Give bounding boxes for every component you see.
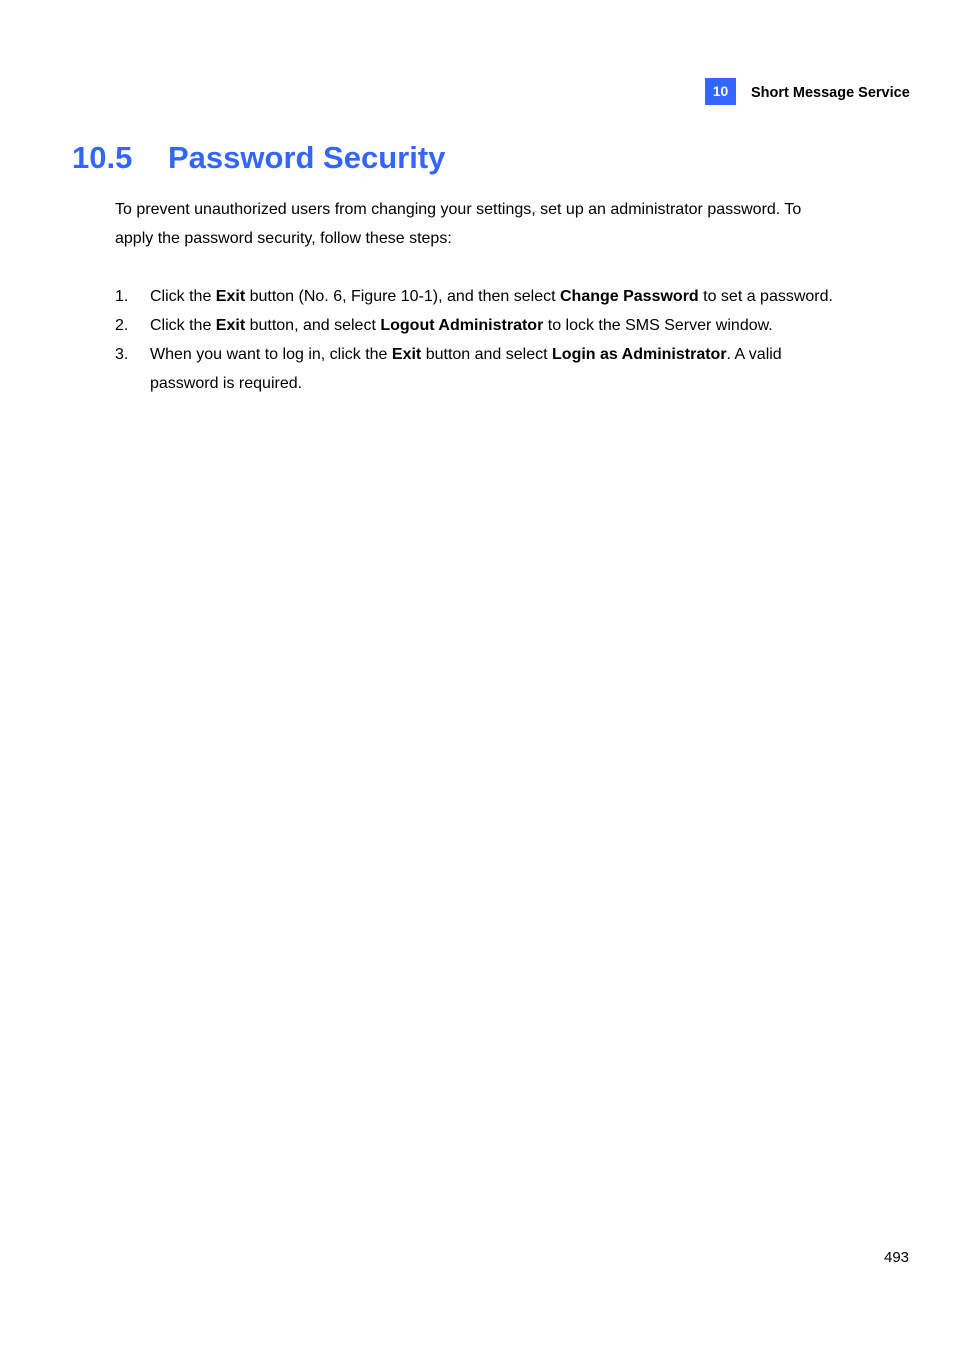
step-bold-term: Exit (391, 346, 422, 363)
step-text: button and select (421, 346, 553, 363)
step-item-1 (115, 282, 855, 311)
intro-paragraph (115, 195, 845, 253)
steps-list (115, 282, 855, 398)
step-text: . A valid (726, 346, 782, 363)
section-number: 10.5 (72, 140, 133, 175)
step-bold-term: Change Password (559, 288, 699, 305)
step-text: button, and select (245, 317, 381, 334)
step-text: When you want to log in, click the (150, 346, 392, 363)
step-bold-term: Login as Administrator (552, 346, 727, 363)
step-number: 3. (115, 346, 129, 363)
step-text: Click the (150, 288, 216, 305)
step-bold-term: Exit (215, 288, 246, 305)
section-heading (72, 138, 445, 178)
chapter-title: Short Message Service (751, 85, 910, 101)
step-number: 1. (115, 288, 129, 305)
step-text: button (No. 6, Figure 10-1), and then select (245, 288, 560, 305)
intro-line-2: apply the password security, follow these steps: (115, 230, 452, 247)
step-text: to set a password. (698, 288, 833, 305)
section-title: Password Security (168, 140, 446, 175)
step-item-3 (115, 340, 855, 398)
intro-line-1: To prevent unauthorized users from changing your settings, set up an administrator password. To (115, 201, 802, 218)
chapter-number-badge: 10 (705, 78, 736, 105)
step-bold-term: Logout Administrator (380, 317, 544, 334)
step-number: 2. (115, 317, 129, 334)
step-item-2 (115, 311, 855, 340)
page-number: 493 (884, 1249, 910, 1266)
step-text-continued: password is required. (150, 375, 303, 392)
step-text: Click the (150, 317, 216, 334)
step-text: to lock the SMS Server window. (543, 317, 773, 334)
step-bold-term: Exit (215, 317, 246, 334)
